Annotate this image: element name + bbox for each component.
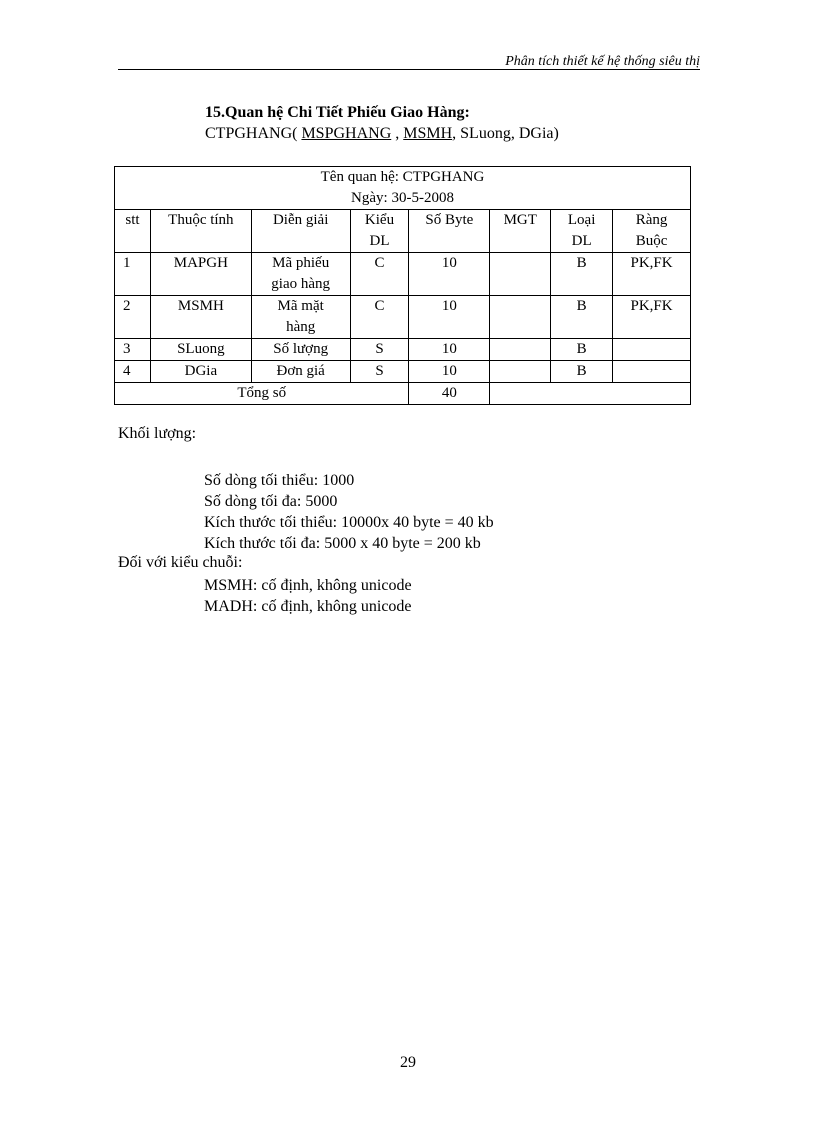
- relation-attributes: , SLuong, DGia): [452, 125, 559, 142]
- page-header: Phân tích thiết kế hệ thống siêu thị: [505, 54, 700, 69]
- min-rows: Số dòng tối thiểu: 1000: [204, 472, 355, 489]
- cell-constraint: PK,FK: [613, 296, 691, 339]
- header-data-type: [350, 210, 409, 253]
- cell-description-l1: Mã mặt: [277, 298, 324, 314]
- cell-mgt: [490, 361, 551, 383]
- cell-mgt: [490, 296, 551, 339]
- cell-attribute: SLuong: [150, 339, 251, 361]
- cell-stt: 4: [115, 361, 151, 383]
- cell-bytes: 10: [409, 339, 490, 361]
- cell-description-l2: hàng: [286, 319, 316, 335]
- table-row: [115, 339, 691, 361]
- table-row: [115, 361, 691, 383]
- cell-stt: 1: [115, 253, 151, 296]
- section-title: 15.Quan hệ Chi Tiết Phiếu Giao Hàng:: [205, 104, 470, 121]
- string-types-label: Đối với kiểu chuỗi:: [118, 554, 243, 571]
- cell-attribute: DGia: [150, 361, 251, 383]
- cell-constraint: [613, 361, 691, 383]
- volume-label: Khối lượng:: [118, 425, 197, 442]
- header-mgt: MGT: [490, 210, 551, 253]
- cell-bytes: 10: [409, 296, 490, 339]
- key-separator: ,: [391, 125, 404, 142]
- max-size: Kích thước tối đa: 5000 x 40 byte = 200 kb: [204, 535, 481, 552]
- header-kind-l1: Loại: [567, 212, 596, 228]
- cell-bytes: 10: [409, 253, 490, 296]
- cell-description-l1: Mã phiếu: [272, 255, 330, 271]
- cell-description: Số lượng: [251, 339, 350, 361]
- header-bytes: Số Byte: [409, 210, 490, 253]
- page-number: 29: [400, 1054, 416, 1071]
- cell-mgt: [490, 253, 551, 296]
- max-rows: Số dòng tối đa: 5000: [204, 493, 338, 510]
- cell-attribute: MAPGH: [150, 253, 251, 296]
- table-title-row: [115, 167, 691, 210]
- cell-constraint: [613, 339, 691, 361]
- header-kind: [551, 210, 613, 253]
- header-constraint-l2: Buộc: [635, 233, 668, 249]
- cell-data-type: S: [350, 361, 409, 383]
- min-size: Kích thước tối thiểu: 10000x 40 byte = 40 kb: [204, 514, 494, 531]
- relation-name: CTPGHANG(: [205, 125, 298, 142]
- header-data-type-l1: Kiểu: [364, 212, 395, 228]
- header-constraint-l1: Ràng: [635, 212, 668, 228]
- header-attribute: Thuộc tính: [150, 210, 251, 253]
- cell-description: Đơn giá: [251, 361, 350, 383]
- string-types-list: [204, 575, 412, 617]
- string-type-item: MSMH: cố định, không unicode: [204, 577, 412, 594]
- cell-attribute: MSMH: [150, 296, 251, 339]
- cell-description: [251, 296, 350, 339]
- relation-name-label: Tên quan hệ: CTPGHANG: [320, 169, 485, 185]
- primary-key-2: MSMH: [403, 125, 453, 142]
- cell-stt: 3: [115, 339, 151, 361]
- cell-kind: B: [551, 253, 613, 296]
- table-title-cell: [115, 167, 691, 210]
- date-label: Ngày: 30-5-2008: [351, 190, 454, 206]
- header-rule: [118, 69, 700, 70]
- volume-stats: [204, 470, 494, 554]
- cell-kind: B: [551, 361, 613, 383]
- string-type-item: MADH: cố định, không unicode: [204, 598, 412, 615]
- header-constraint: [613, 210, 691, 253]
- cell-mgt: [490, 339, 551, 361]
- relation-schema: [205, 125, 559, 143]
- cell-kind: B: [551, 339, 613, 361]
- table-header-row: [115, 210, 691, 253]
- relation-spec-table: [114, 166, 691, 405]
- cell-data-type: C: [350, 296, 409, 339]
- total-empty: [490, 383, 691, 405]
- header-stt: stt: [115, 210, 151, 253]
- header-description: Diễn giải: [251, 210, 350, 253]
- cell-data-type: C: [350, 253, 409, 296]
- cell-constraint: PK,FK: [613, 253, 691, 296]
- cell-stt: 2: [115, 296, 151, 339]
- cell-data-type: S: [350, 339, 409, 361]
- table-row: [115, 253, 691, 296]
- total-label: Tổng số: [115, 383, 409, 405]
- cell-description: [251, 253, 350, 296]
- cell-description-l2: giao hàng: [271, 276, 331, 292]
- total-value: 40: [409, 383, 490, 405]
- cell-bytes: 10: [409, 361, 490, 383]
- cell-kind: B: [551, 296, 613, 339]
- table-total-row: [115, 383, 691, 405]
- primary-key-1: MSPGHANG: [301, 125, 392, 142]
- table-row: [115, 296, 691, 339]
- header-data-type-l2: DL: [369, 233, 390, 249]
- header-kind-l2: DL: [571, 233, 592, 249]
